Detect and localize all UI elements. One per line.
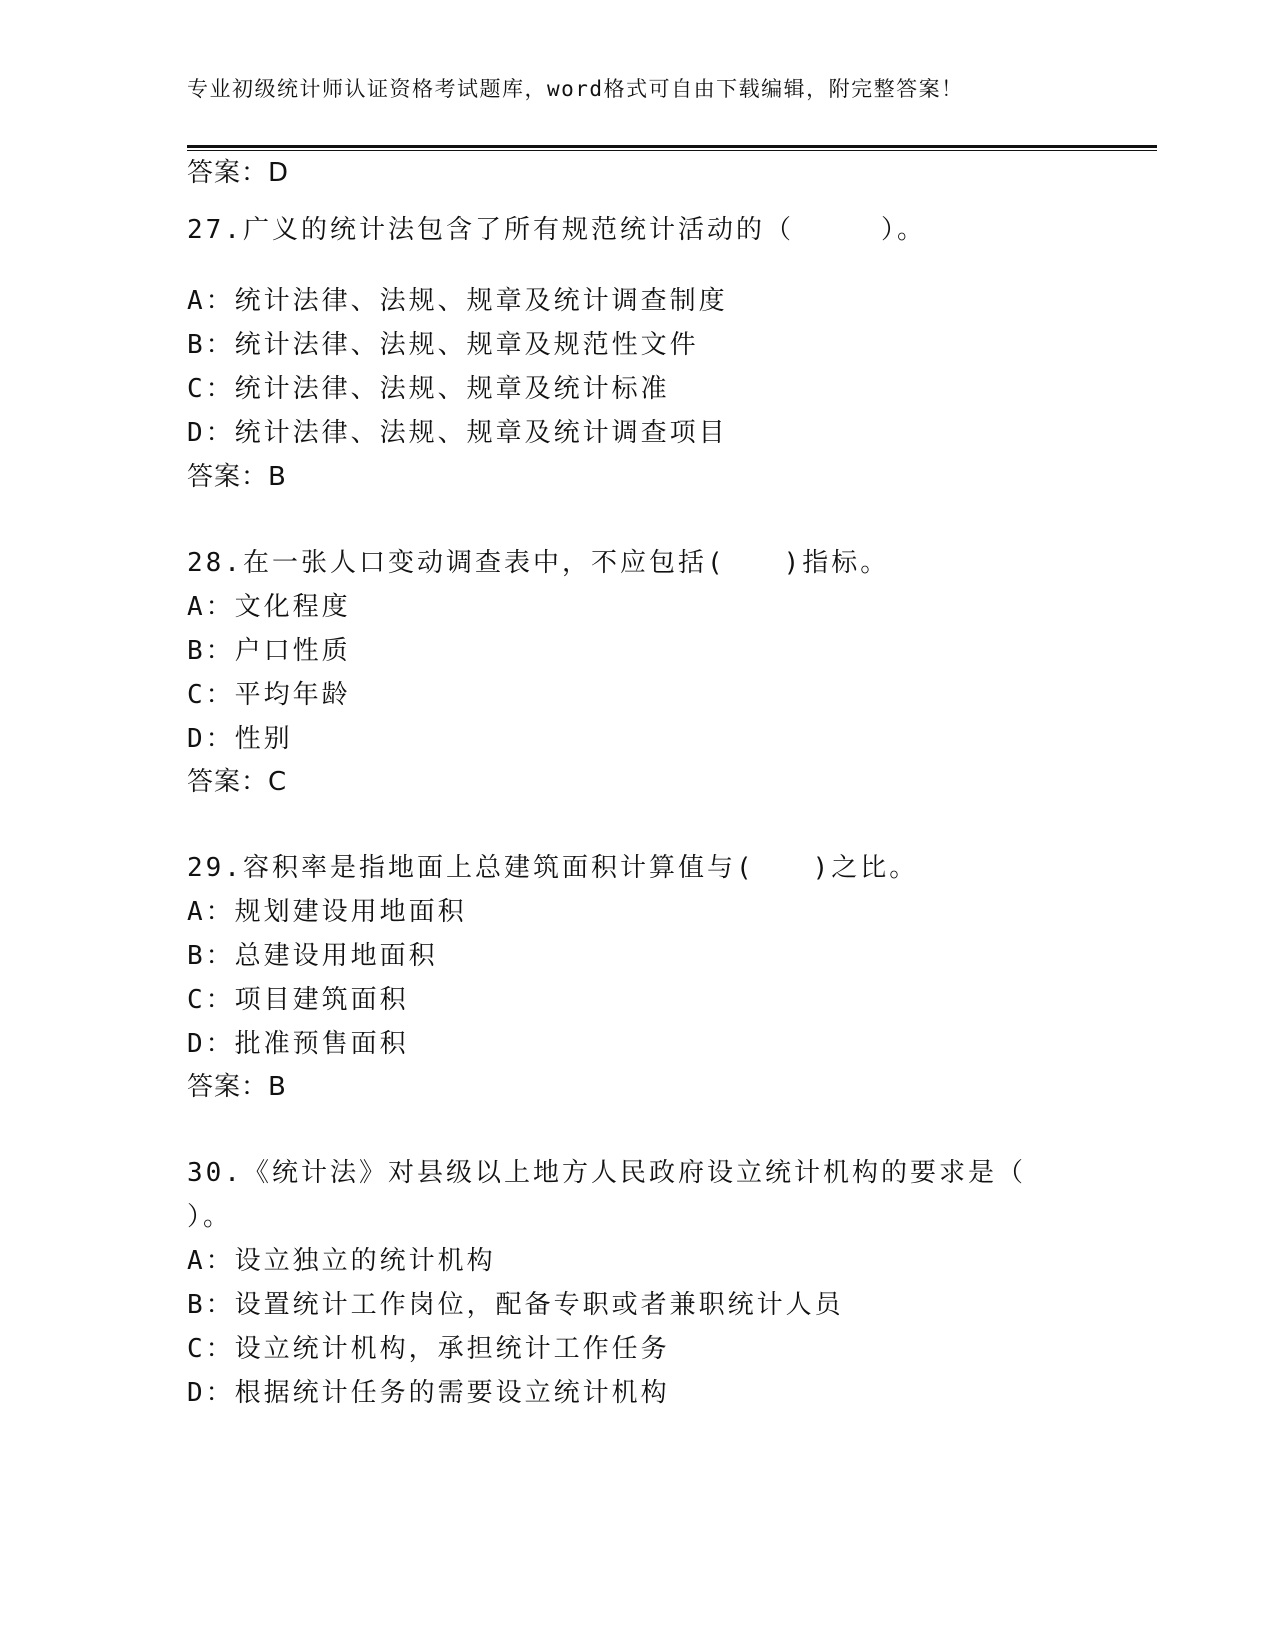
q28-option-b: B：户口性质 (187, 636, 351, 666)
q29-option-d: D：批准预售面积 (187, 1029, 409, 1059)
q29-option-c: C：项目建筑面积 (187, 985, 409, 1015)
answer-28: 答案：C (187, 767, 288, 797)
question-30-line-1: 30.《统计法》对县级以上地方人民政府设立统计机构的要求是（ (187, 1158, 1026, 1188)
q28-option-d: D：性别 (187, 724, 293, 754)
q27-option-a: A：统计法律、法规、规章及统计调查制度 (187, 286, 728, 316)
q30-option-b: B：设置统计工作岗位，配备专职或者兼职统计人员 (187, 1290, 844, 1320)
q28-option-c: C：平均年龄 (187, 680, 351, 710)
answer-26: 答案：D (187, 158, 290, 188)
question-28: 28.在一张人口变动调查表中，不应包括( )指标。 (187, 548, 890, 578)
q30-option-c: C：设立统计机构，承担统计工作任务 (187, 1334, 670, 1364)
q27-option-c: C：统计法律、法规、规章及统计标准 (187, 374, 670, 404)
q30-option-a: A：设立独立的统计机构 (187, 1246, 496, 1276)
q27-option-b: B：统计法律、法规、规章及规范性文件 (187, 330, 699, 360)
answer-27: 答案：B (187, 462, 287, 492)
header-rule-thin (187, 150, 1157, 151)
question-29: 29.容积率是指地面上总建筑面积计算值与( )之比。 (187, 853, 919, 883)
q29-option-a: A：规划建设用地面积 (187, 897, 467, 927)
q28-option-a: A：文化程度 (187, 592, 351, 622)
header-rule-thick (187, 145, 1157, 148)
answer-29: 答案：B (187, 1072, 287, 1102)
q30-option-d: D：根据统计任务的需要设立统计机构 (187, 1378, 670, 1408)
q27-option-d: D：统计法律、法规、规章及统计调查项目 (187, 418, 728, 448)
q29-option-b: B：总建设用地面积 (187, 941, 438, 971)
question-30-line-2: ）。 (187, 1202, 233, 1232)
page-header: 专业初级统计师认证资格考试题库，word格式可自由下载编辑，附完整答案！ (187, 77, 964, 101)
question-27: 27.广义的统计法包含了所有规范统计活动的（ ）。 (187, 215, 926, 245)
